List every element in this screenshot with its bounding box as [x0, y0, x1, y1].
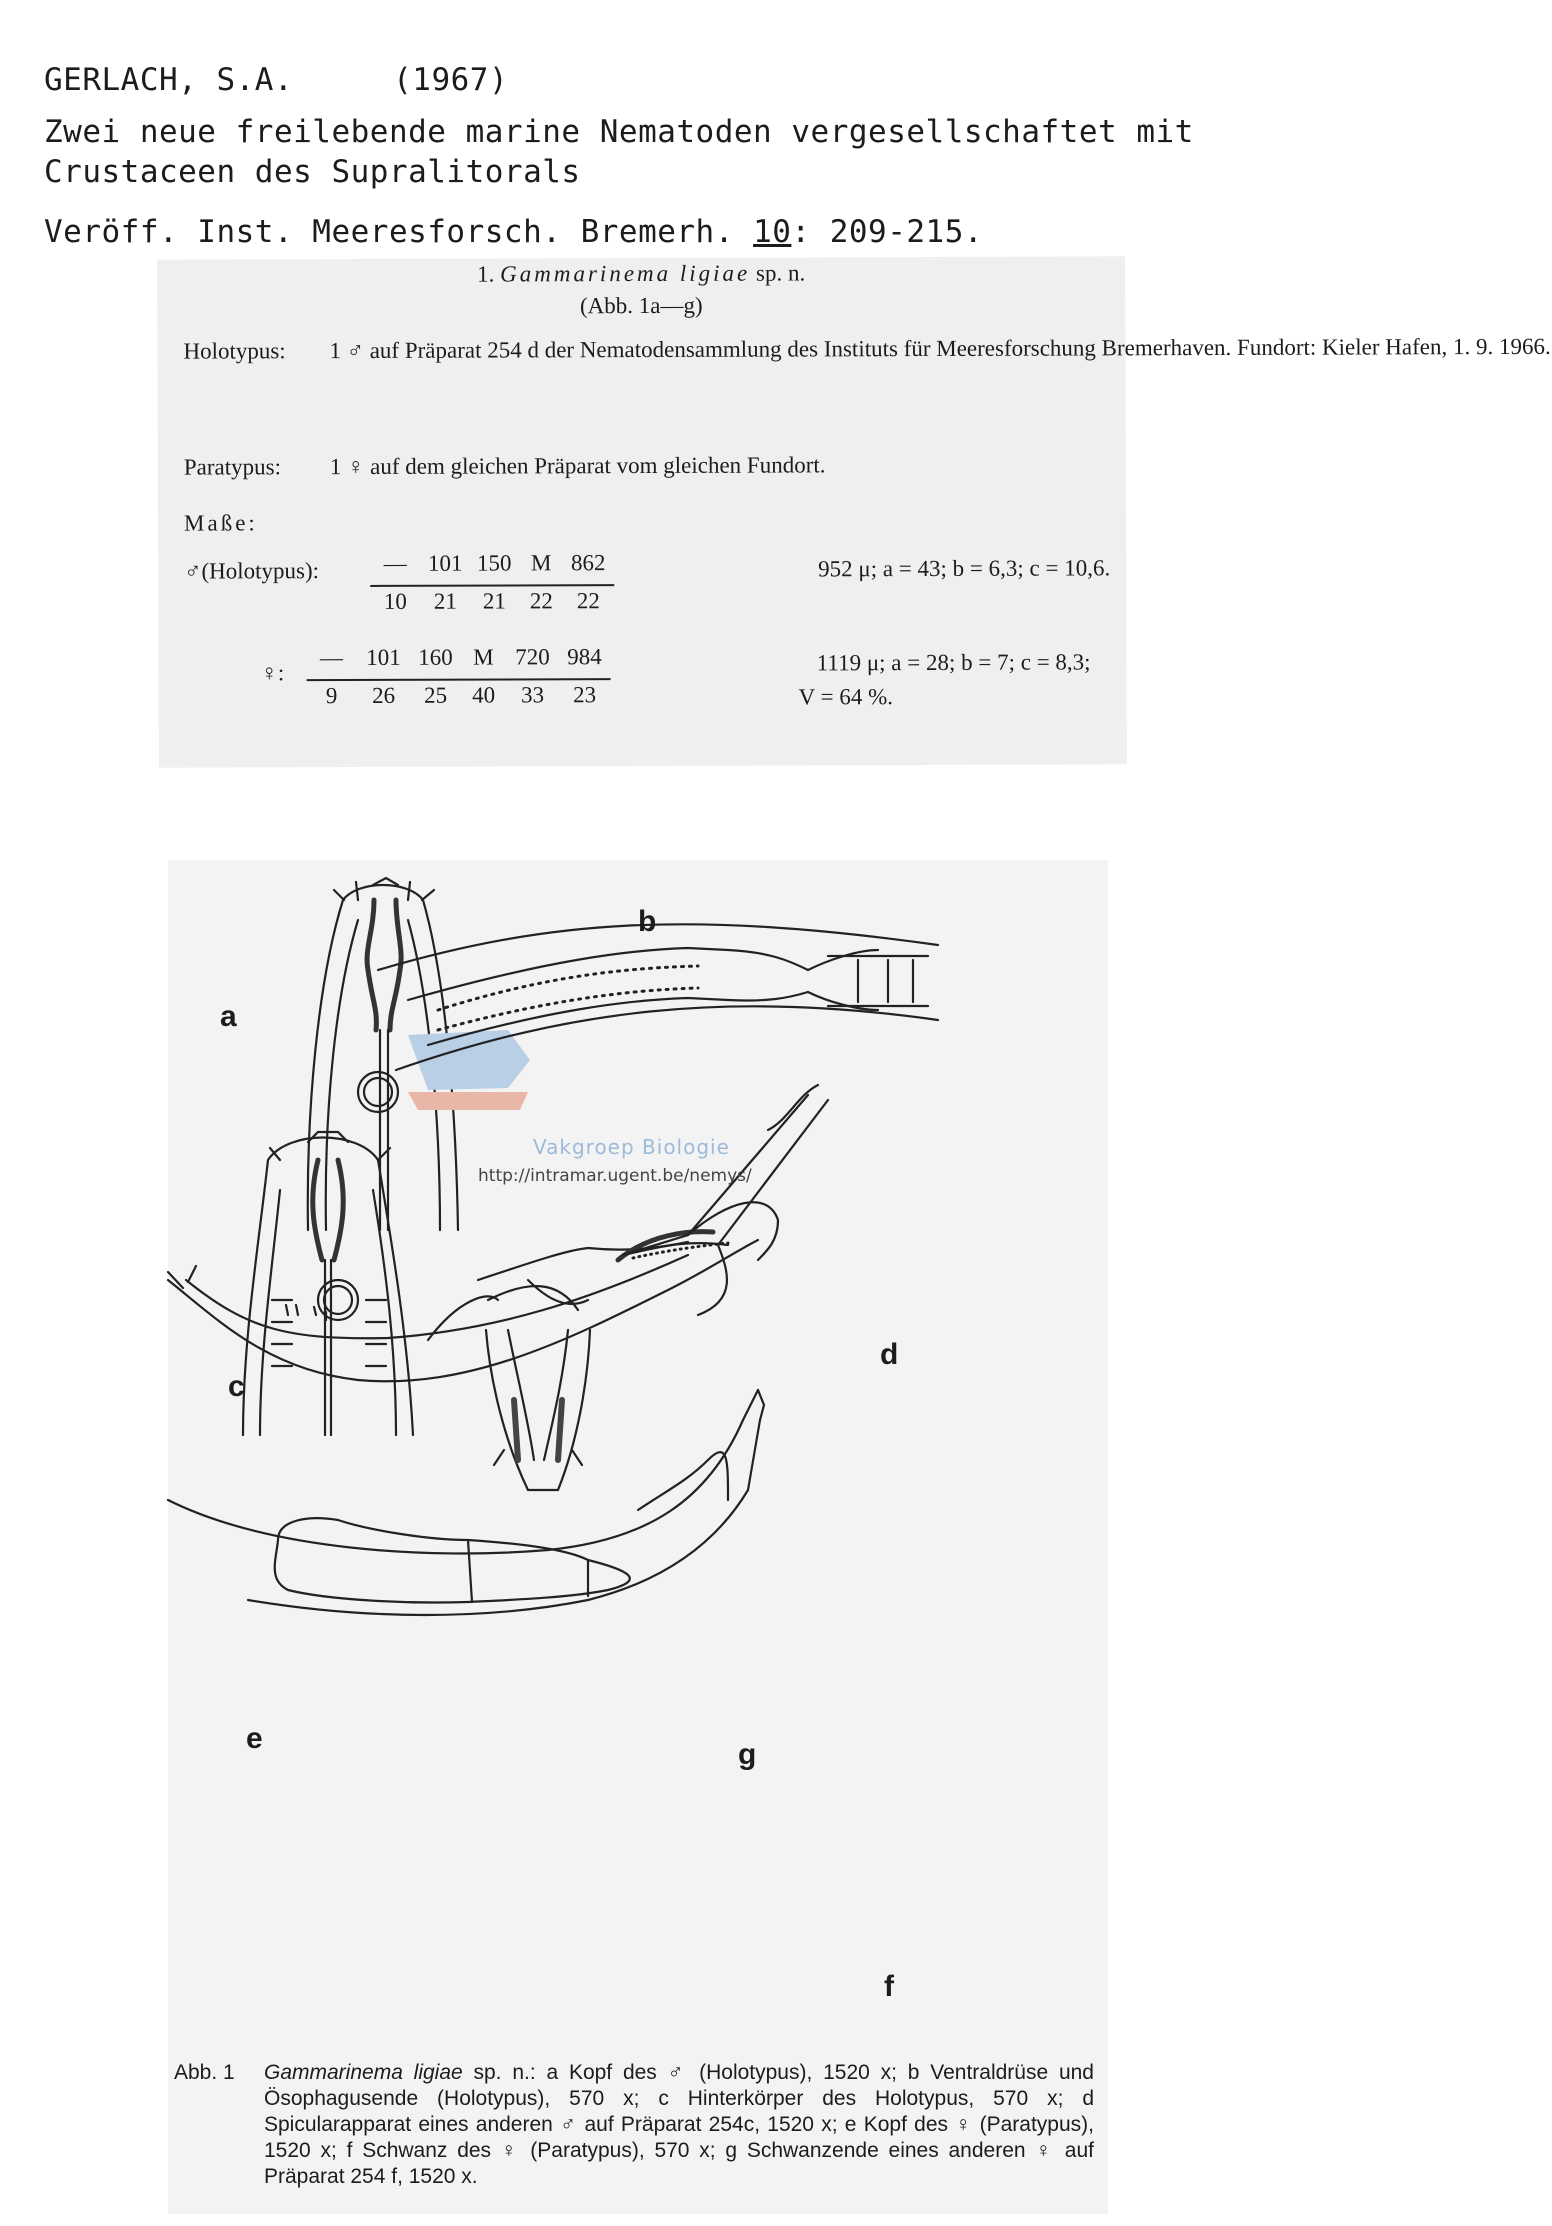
nematode-drawings: [168, 860, 1108, 2050]
label-g: g: [738, 1738, 757, 1771]
citation-journal-line: [44, 212, 1264, 252]
figure-f-female-tail: [168, 1390, 764, 1615]
citation-journal: Veröff. Inst. Meeresforsch. Bremerh.: [44, 214, 734, 250]
female-fraction-bar: [307, 678, 611, 681]
citation-title-line-2: Crustaceen des Supralitorals: [44, 154, 581, 190]
caption-label: Abb. 1: [174, 2061, 235, 2084]
caption-species: Gammarinema ligiae: [264, 2061, 463, 2084]
citation-volume: 10: [753, 214, 792, 250]
male-bottom-cell: 10: [383, 588, 407, 614]
male-bottom-cell: 21: [482, 588, 506, 614]
paratype-text: 1 ♀ auf dem gleichen Präparat vom gleichen Fundort.: [329, 452, 826, 480]
figure-d-spicule: [623, 1085, 828, 1315]
species-number: 1.: [477, 261, 495, 287]
female-formula-bottom-row: [307, 682, 611, 709]
female-top-cell: 984: [567, 644, 602, 670]
citation-title-line-1: Zwei neue freilebende marine Nematoden vergesellschaftet mit: [44, 114, 1194, 150]
male-top-cell: M: [530, 550, 552, 576]
male-bottom-cell: 21: [433, 588, 457, 614]
female-measurement-label: ♀:: [260, 660, 285, 686]
watermark-name: Vakgroep Biologie: [533, 1135, 730, 1159]
holotype-text: 1 ♂ auf Präparat 254 d der Nematodensammlung des Instituts für Meeresforschung Bremerhaven. Fundort: Kieler Hafen, 1. 9. 1966.: [329, 333, 1551, 364]
citation-author-line: [44, 60, 1264, 100]
female-top-cell: —: [319, 645, 344, 671]
male-formula-top-row: [370, 550, 612, 577]
caption-body: sp. n.: a Kopf des ♂ (Holotypus), 1520 x; b Ventraldrüse und Ösophagusende (Holotypus), 570 x; c Hinterkörper des Holotypus, 570 x; d Spicularapparat eines anderen ♂ auf Präparat 254c, 1520 x; e Kopf des ♀ (Paratypus), 1520 x; f Schwanz des ♀ (Paratypus), 570 x; g Schwanzende eines anderen ♀ auf Präparat 254 f, 1520 x.: [264, 2061, 1094, 2188]
female-top-cell: M: [473, 644, 494, 670]
species-sp-n: sp. n.: [755, 260, 806, 286]
caption-text: [264, 2060, 1094, 2190]
holotype-label: Holotypus:: [183, 338, 286, 364]
figure-b-ventral-gland: [378, 924, 938, 1070]
male-measurement-label: ♂(Holotypus):: [184, 558, 320, 584]
label-f: f: [884, 1970, 894, 2003]
female-bottom-cell: 25: [424, 682, 448, 708]
male-ratios: 952 μ; a = 43; b = 6,3; c = 10,6.: [818, 555, 1111, 582]
citation-pages: : 209-215.: [791, 214, 984, 250]
female-bottom-cell: 33: [521, 682, 545, 708]
description-clipping: [157, 256, 1551, 767]
citation-year: (1967): [393, 62, 509, 98]
watermark-url: http://intramar.ugent.be/nemys/: [478, 1166, 752, 1186]
female-top-cell: 720: [515, 644, 550, 670]
label-b: b: [638, 905, 657, 938]
watermark-logo: [408, 1030, 530, 1110]
measurements-label: Maße:: [183, 510, 258, 536]
male-top-cell: 101: [427, 550, 463, 576]
species-heading: [157, 256, 1125, 291]
male-bottom-cell: 22: [529, 588, 553, 614]
female-vulva-position: V = 64 %.: [798, 684, 894, 710]
female-top-cell: 101: [366, 644, 401, 670]
figure-reference: (Abb. 1a—g): [579, 292, 703, 319]
figure-g-female-tail-end: [486, 1330, 590, 1490]
female-ratios: 1119 μ; a = 28; b = 7; c = 8,3;: [816, 649, 1091, 676]
female-bottom-cell: 23: [573, 682, 597, 708]
figure-plate: [168, 860, 1108, 2214]
citation-author: GERLACH, S.A.: [44, 62, 294, 98]
label-d: d: [880, 1338, 899, 1371]
female-top-cell: 160: [418, 644, 453, 670]
male-top-cell: 150: [476, 550, 512, 576]
paratype-label: Paratypus:: [183, 454, 281, 480]
label-e: e: [246, 1722, 263, 1755]
label-a: a: [220, 1000, 237, 1033]
female-bottom-cell: 26: [372, 682, 396, 708]
male-top-cell: 862: [570, 550, 606, 576]
male-fraction-bar: [370, 584, 614, 587]
male-bottom-cell: 22: [576, 588, 600, 614]
male-top-cell: —: [383, 550, 407, 576]
female-formula-top-row: [306, 644, 610, 671]
male-formula-bottom-row: [370, 588, 612, 615]
female-bottom-cell: 40: [472, 682, 496, 708]
citation-header: [44, 60, 1264, 252]
female-bottom-cell: 9: [325, 683, 338, 709]
species-name: Gammarinema ligiae: [500, 260, 751, 287]
label-c: c: [228, 1370, 245, 1403]
